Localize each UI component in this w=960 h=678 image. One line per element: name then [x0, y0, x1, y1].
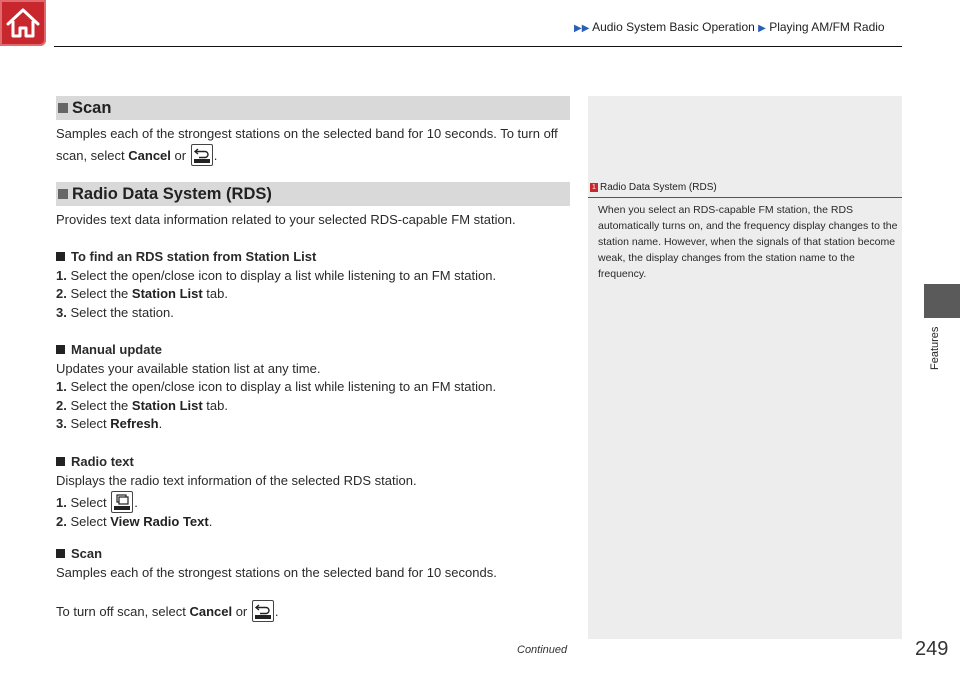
paragraph-text: To turn off scan, select: [56, 604, 190, 619]
step: [56, 304, 576, 323]
section-square-icon: [58, 189, 68, 199]
subheading: [56, 545, 576, 564]
description: Updates your available station list at any time.: [56, 360, 321, 376]
step-number: 3.: [56, 416, 67, 432]
step-text: Select: [70, 495, 111, 511]
header-divider: [54, 46, 902, 47]
subheading-text: Manual update: [71, 342, 163, 357]
refresh-label: Refresh: [110, 416, 159, 432]
section-header-scan: [56, 96, 570, 120]
step-text: .: [208, 514, 213, 530]
station-list-label: Station List: [131, 286, 203, 302]
step-text: Select the station.: [70, 304, 174, 320]
rds-scan-block: [56, 545, 576, 582]
step-text: Select the open/close icon to display a list while listening to an FM station.: [70, 379, 497, 395]
step: [56, 285, 576, 304]
step: [56, 378, 576, 397]
note-divider: [588, 197, 902, 198]
breadcrumb: [574, 20, 885, 34]
step-number: 3.: [56, 304, 67, 320]
subheading-text: To find an RDS station from Station List: [71, 249, 317, 264]
note-panel: [588, 96, 902, 639]
step-text: Select the: [70, 397, 132, 413]
step-number: 2.: [56, 286, 67, 302]
step: [56, 513, 576, 532]
step-number: 1.: [56, 267, 67, 283]
step-text: tab.: [202, 286, 228, 302]
home-button[interactable]: [0, 0, 46, 46]
bullet-square-icon: [56, 345, 65, 354]
step-number: 2.: [56, 397, 67, 413]
section-title: Radio Data System (RDS): [72, 185, 272, 203]
step-text: Select: [70, 514, 111, 530]
view-radio-text-label: View Radio Text: [110, 514, 209, 530]
breadcrumb-arrow-icon: ▶: [758, 23, 766, 34]
bullet-square-icon: [56, 549, 65, 558]
note-reference-icon: 1: [590, 183, 598, 192]
description: Displays the radio text information of the selected RDS station.: [56, 472, 417, 488]
step-text: .: [134, 495, 138, 511]
step: [56, 415, 576, 434]
page-number: 249: [915, 638, 949, 660]
step-text: .: [158, 416, 163, 432]
station-list-label: Station List: [131, 397, 203, 413]
bullet-square-icon: [56, 252, 65, 261]
turn-off-scan-line: To turn off scan, select Cancel or .: [56, 600, 576, 622]
breadcrumb-item[interactable]: Playing AM/FM Radio: [769, 20, 885, 34]
menu-icon: [111, 491, 133, 513]
step-text: Select: [70, 416, 111, 432]
back-icon: [191, 144, 213, 166]
cancel-label: Cancel: [189, 604, 233, 619]
description: Samples each of the strongest stations on the selected band for 10 seconds.: [56, 564, 497, 580]
subheading: [56, 341, 576, 360]
breadcrumb-arrow-icon: ▶▶: [574, 23, 590, 34]
cancel-label: Cancel: [128, 147, 171, 163]
breadcrumb-item[interactable]: Audio System Basic Operation: [592, 20, 755, 34]
side-tab-label: [926, 318, 940, 378]
continued-label: Continued: [517, 644, 568, 656]
bullet-square-icon: [56, 457, 65, 466]
home-icon: [0, 0, 46, 46]
scan-paragraph: Samples each of the strongest stations on the selected band for 10 seconds. To turn off scan, select Cancel or .: [56, 125, 574, 166]
subheading-text: Scan: [71, 546, 103, 561]
paragraph-text: or: [170, 147, 190, 163]
step-text: Select the: [70, 286, 132, 302]
paragraph-text: Samples each of the strongest stations on the selected band for 10 seconds. To turn off scan, select: [56, 126, 558, 163]
step-number: 1.: [56, 379, 67, 395]
note-body: When you select an RDS-capable FM station, the RDS automatically turns on, and the frequency display changes to the station name. However, when the signals of that station become weak, the display changes from the station name to the frequency.: [598, 204, 898, 280]
radio-text-block: [56, 453, 576, 532]
section-square-icon: [58, 103, 68, 113]
step-text: Select the open/close icon to display a list while listening to an FM station.: [70, 267, 497, 283]
manual-update-block: [56, 341, 576, 434]
step-text: tab.: [202, 397, 228, 413]
step: [56, 397, 576, 416]
step: [56, 491, 576, 513]
step-number: 2.: [56, 514, 67, 530]
subheading: [56, 453, 576, 472]
note-title-text: Radio Data System (RDS): [600, 182, 717, 193]
side-tab[interactable]: [924, 284, 960, 318]
find-station-block: [56, 248, 576, 322]
subheading: [56, 248, 576, 267]
step-number: 1.: [56, 495, 67, 511]
rds-intro: Provides text data information related to your selected RDS-capable FM station.: [56, 212, 516, 227]
section-title: Scan: [72, 99, 112, 117]
back-icon: [252, 600, 274, 622]
subheading-text: Radio text: [71, 454, 134, 469]
side-tab-text: Features: [929, 326, 941, 370]
step: [56, 267, 576, 286]
paragraph-text: or: [232, 604, 251, 619]
note-title: [590, 182, 717, 193]
section-header-rds: [56, 182, 570, 206]
